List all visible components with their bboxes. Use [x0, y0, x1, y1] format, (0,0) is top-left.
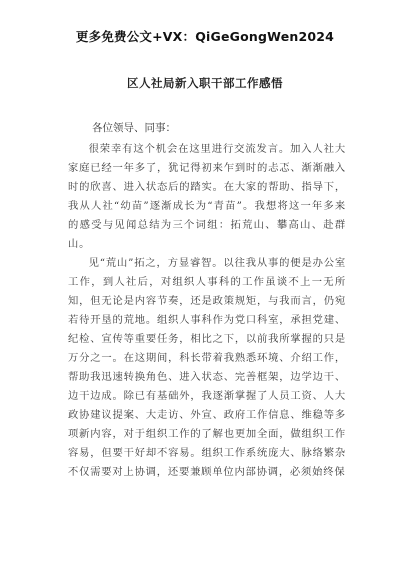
- greeting-line: 各位领导、同事：: [92, 122, 176, 134]
- paragraph: 见“荒山”拓之，方显睿智。以往我从事的便是办公室工作，到人社后，对组织人事科的工作虽谈不上一无所知，但无论是内容节奏，还是政策规矩，与我而言，仍宛若待开垦的荒地。组织人事科作为党口科室，承担党建、纪检、宣传等重要任务，相比之下，以前我所掌握的只是万分之一。在这期间，科长带着我熟悉环境、介绍工作，帮助我迅速转换角色、进入状态、完善框架，边学边干、边干边成。除已有基础外，我逐渐掌握了人员工资、人大政协建议提案、大走访、外宣、政府工作信息、维稳等多项新内容，对于组织工作的了解也更加全面，做组织工作容易，但要干好却不容易。组织工作系统庞大、脉络繁杂不仅需要对上协调，还要兼顾单位内部协调，必须始终保: [68, 257, 346, 478]
- paragraph: 很荣幸有这个机会在这里进行交流发言。加入人社大家庭已经一年多了，犹记得初来乍到时的忐忑、渐渐融入时的欣喜、进入状态后的踏实。在大家的帮助、指导下，我从人社“幼苗”逐渐成长为“青苗”。我想将这一年多来的感受与见闻总结为三个词组：拓荒山、攀高山、赴群山。: [68, 143, 346, 250]
- promo-header: 更多免费公文+VX：QiGeGongWen2024: [75, 29, 335, 44]
- document-title: 区人社局新入职干部工作感悟: [127, 76, 283, 90]
- document-body: [68, 140, 346, 482]
